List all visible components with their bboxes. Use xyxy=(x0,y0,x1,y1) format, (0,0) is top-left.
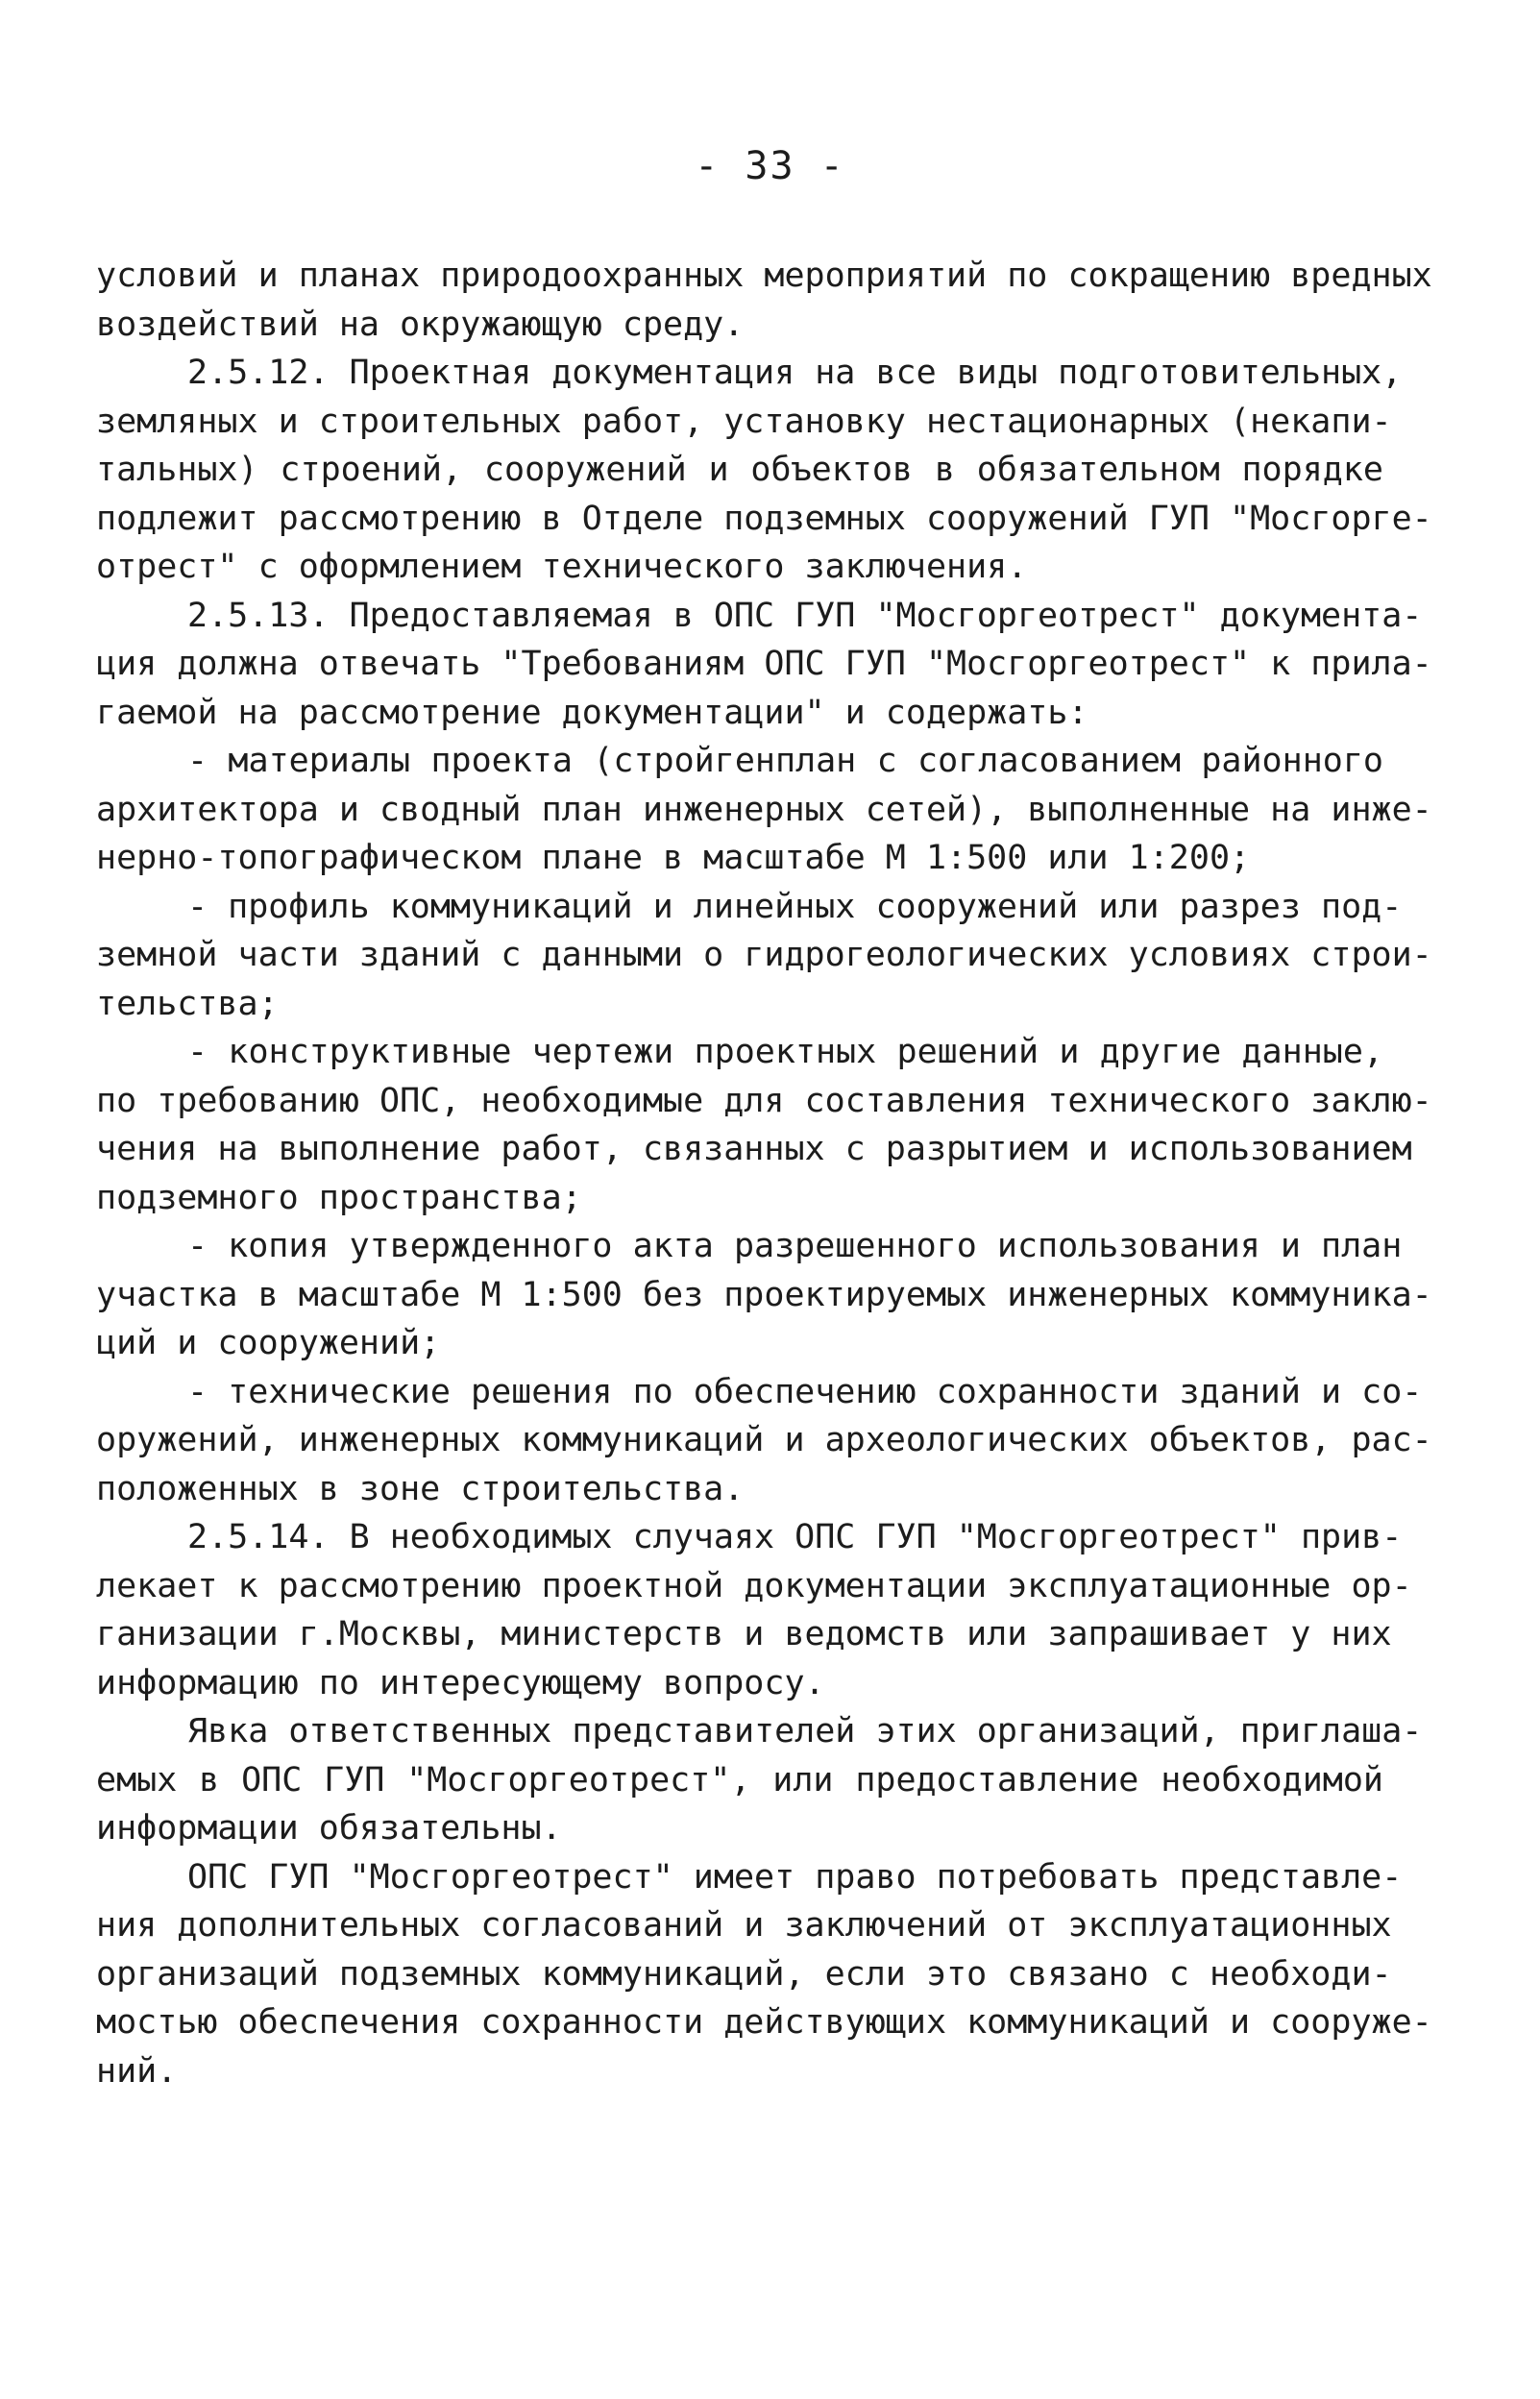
paragraph xyxy=(96,737,1432,883)
text-line: тальных) строений, сооружений и объектов в обязательном порядке xyxy=(96,451,1383,489)
text-line: земляных и строительных работ, установку нестационарных (некапи- xyxy=(96,402,1392,441)
paragraph xyxy=(96,1368,1432,1514)
text-line: нерно-топографическом плане в масштабе М 1:500 или 1:200; xyxy=(96,839,1251,877)
text-line: информации обязательны. xyxy=(96,1809,562,1848)
text-line: отрест" с оформлением технического заключения. xyxy=(96,548,1028,586)
text-line: подлежит рассмотрению в Отделе подземных сооружений ГУП "Мосгорге- xyxy=(96,499,1432,538)
text-line: чения на выполнение работ, связанных с разрытием и использованием xyxy=(96,1130,1412,1168)
paragraph xyxy=(96,1028,1432,1222)
text-line: Явка ответственных представителей этих организаций, приглаша- xyxy=(187,1712,1423,1750)
text-line: условий и планах природоохранных мероприятий по сокращению вредных xyxy=(96,257,1432,295)
paragraph xyxy=(96,349,1432,592)
text-line: гаемой на рассмотрение документации" и содержать: xyxy=(96,693,1088,732)
text-line: земной части зданий с данными о гидрогеологических условиях строи- xyxy=(96,936,1432,974)
paragraph xyxy=(96,1853,1432,2096)
text-line: положенных в зоне строительства. xyxy=(96,1469,745,1508)
text-line: оружений, инженерных коммуникаций и археологических объектов, рас- xyxy=(96,1421,1432,1459)
paragraph xyxy=(96,883,1432,1029)
paragraph xyxy=(96,1513,1412,1707)
text-line: лекает к рассмотрению проектной документации эксплуатационные ор- xyxy=(96,1566,1412,1605)
text-line: ния дополнительных согласований и заключений от эксплуатационных xyxy=(96,1906,1392,1945)
text-line: ганизации г.Москвы, министерств и ведомств или запрашивает у них xyxy=(96,1615,1392,1653)
paragraph xyxy=(96,252,1432,349)
text-line: воздействий на окружающую среду. xyxy=(96,305,745,344)
text-line: ОПС ГУП "Мосгоргеотрест" имеет право потребовать представле- xyxy=(187,1857,1403,1897)
text-line: - профиль коммуникаций и линейных сооружений или разрез под- xyxy=(187,887,1403,926)
page-number: - 33 - xyxy=(695,144,845,188)
text-line: емых в ОПС ГУП "Мосгоргеотрест", или предоставление необходимой xyxy=(96,1760,1383,1799)
paragraph xyxy=(96,1222,1432,1368)
text-line: участка в масштабе М 1:500 без проектируемых инженерных коммуника- xyxy=(96,1275,1432,1314)
text-line: - материалы проекта (стройгенплан с согласованием районного xyxy=(187,742,1383,780)
text-line: - технические решения по обеспечению сохранности зданий и со- xyxy=(187,1372,1423,1411)
text-line: ний. xyxy=(96,2051,178,2091)
text-line: архитектора и сводный план инженерных сетей), выполненные на инже- xyxy=(96,790,1432,829)
text-line: - конструктивные чертежи проектных решений и другие данные, xyxy=(187,1033,1383,1071)
text-line: 2.5.13. Предоставляемая в ОПС ГУП "Мосгоргеотрест" документа- xyxy=(187,596,1423,635)
text-line: подземного пространства; xyxy=(96,1178,582,1217)
text-line: по требованию ОПС, необходимые для составления технического заклю- xyxy=(96,1081,1432,1120)
paragraph xyxy=(96,592,1432,738)
text-line: мостью обеспечения сохранности действующих коммуникаций и сооруже- xyxy=(96,2003,1432,2042)
text-line: - копия утвержденного акта разрешенного использования и план xyxy=(187,1227,1403,1265)
paragraph xyxy=(96,1707,1423,1853)
text-line: информацию по интересующему вопросу. xyxy=(96,1663,825,1702)
text-line: ция должна отвечать "Требованиям ОПС ГУП "Мосгоргеотрест" к прила- xyxy=(96,645,1432,683)
text-line: организаций подземных коммуникаций, если это связано с необходи- xyxy=(96,1954,1392,1994)
text-line: 2.5.14. В необходимых случаях ОПС ГУП "Мосгоргеотрест" прив- xyxy=(187,1518,1403,1556)
text-line: тельства; xyxy=(96,984,279,1023)
text-line: 2.5.12. Проектная документация на все виды подготовительных, xyxy=(187,354,1403,392)
document-body xyxy=(96,252,1432,2095)
text-line: ций и сооружений; xyxy=(96,1324,441,1362)
